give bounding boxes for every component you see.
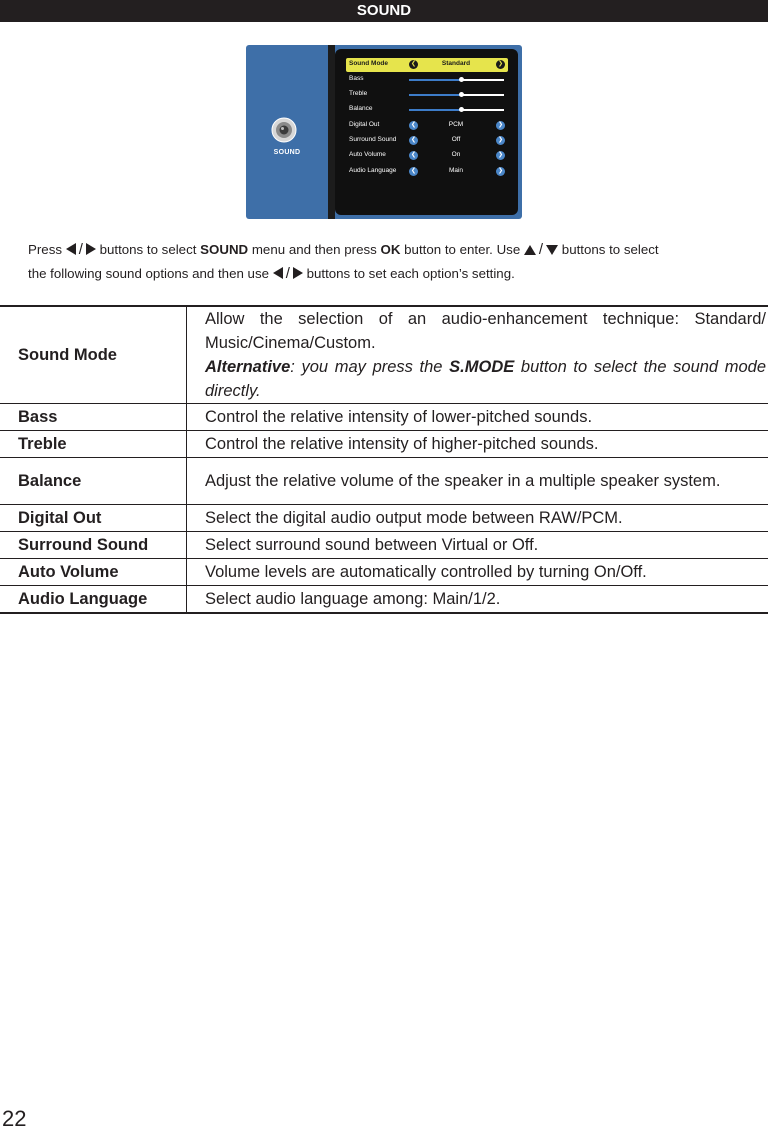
arrow-left-icon	[66, 243, 76, 255]
arrow-down-icon	[546, 245, 558, 255]
instruction-text: buttons to select	[99, 242, 197, 257]
menu-row-label: Auto Volume	[349, 151, 386, 158]
slider-knob[interactable]	[459, 107, 464, 112]
chevron-right-icon[interactable]: ❯	[497, 61, 504, 67]
sound-menu-screenshot	[246, 45, 522, 219]
table-row	[0, 586, 768, 614]
chevron-right-icon[interactable]: ❯	[497, 137, 504, 143]
menu-row-label: Bass	[349, 75, 364, 82]
menu-row-auto-volume[interactable]	[346, 149, 508, 163]
alternative-text: button to select the sound mode directly.	[205, 358, 767, 400]
slider-fill	[409, 79, 461, 81]
alternative-label: Alternative	[205, 358, 291, 376]
table-row	[0, 306, 768, 404]
slider-knob[interactable]	[459, 77, 464, 82]
chevron-left-icon[interactable]: ❮	[410, 122, 417, 128]
menu-row-label: Audio Language	[349, 167, 397, 174]
sound-settings-table	[0, 305, 768, 614]
menu-row-label: Digital Out	[349, 121, 380, 128]
menu-row-label: Balance	[349, 105, 373, 112]
balance-slider[interactable]	[409, 109, 504, 111]
arrow-left-icon	[273, 267, 283, 279]
menu-row-label: Sound Mode	[349, 60, 388, 67]
chevron-left-icon[interactable]: ❮	[410, 61, 417, 67]
menu-row-treble[interactable]	[346, 88, 508, 102]
menu-row-value: On	[451, 151, 461, 158]
chevron-right-icon[interactable]: ❯	[497, 168, 504, 174]
instruction-text: buttons to select	[561, 242, 659, 257]
arrow-up-icon	[524, 245, 536, 255]
setting-description: Select the digital audio output mode between RAW/PCM.	[187, 505, 768, 532]
instruction-text: the following sound options and then use	[28, 266, 269, 281]
arrow-right-icon	[293, 267, 303, 279]
slider-fill	[409, 109, 461, 111]
ok-keyword: OK	[380, 242, 401, 257]
setting-name: Auto Volume	[0, 559, 187, 586]
chevron-right-icon[interactable]: ❯	[497, 152, 504, 158]
setting-name: Digital Out	[0, 505, 187, 532]
menu-row-value: Standard	[441, 60, 471, 67]
setting-name: Treble	[0, 431, 187, 458]
instruction-text: button to enter. Use	[404, 242, 521, 257]
section-header: SOUND	[0, 0, 768, 22]
setting-description: Select audio language among: Main/1/2.	[187, 586, 768, 614]
setting-description: Volume levels are automatically controlled by turning On/Off.	[187, 559, 768, 586]
treble-slider[interactable]	[409, 94, 504, 96]
menu-divider	[328, 45, 335, 219]
instruction-text: buttons to set each option’s setting.	[306, 266, 515, 281]
setting-name: Bass	[0, 404, 187, 431]
menu-row-bass[interactable]	[346, 73, 508, 87]
menu-category-label: SOUND	[273, 149, 301, 156]
setting-description	[187, 306, 768, 404]
menu-row-value: PCM	[448, 121, 464, 128]
instruction-text: menu and then press	[251, 242, 377, 257]
setting-name: Sound Mode	[0, 306, 187, 404]
instruction-text: Press	[28, 242, 62, 257]
menu-row-surround-sound[interactable]	[346, 134, 508, 148]
arrow-right-icon	[86, 243, 96, 255]
alternative-note	[205, 358, 766, 400]
menu-row-value: Off	[451, 136, 461, 143]
menu-row-balance[interactable]	[346, 103, 508, 117]
menu-row-value: Main	[448, 167, 464, 174]
speaker-icon	[271, 117, 297, 143]
menu-row-digital-out[interactable]	[346, 119, 508, 133]
table-row	[0, 458, 768, 505]
sound-keyword: SOUND	[200, 242, 249, 257]
bass-slider[interactable]	[409, 79, 504, 81]
menu-row-audio-language[interactable]	[346, 165, 508, 179]
setting-description-text: Allow the selection of an audio-enhancement technique: Standard/ Music/Cinema/Custom.	[205, 310, 766, 352]
setting-description: Control the relative intensity of lower-pitched sounds.	[187, 404, 768, 431]
menu-row-label: Surround Sound	[349, 136, 397, 143]
setting-name: Audio Language	[0, 586, 187, 614]
table-row	[0, 404, 768, 431]
slash-separator: /	[538, 241, 544, 258]
setting-description: Select surround sound between Virtual or Off.	[187, 532, 768, 559]
slider-fill	[409, 94, 461, 96]
table-row	[0, 431, 768, 458]
slider-knob[interactable]	[459, 92, 464, 97]
menu-options-panel	[335, 49, 518, 215]
menu-row-sound-mode[interactable]	[346, 58, 508, 72]
slash-separator: /	[285, 265, 290, 282]
setting-description: Control the relative intensity of higher-pitched sounds.	[187, 431, 768, 458]
smode-button-label: S.MODE	[449, 358, 515, 376]
page-number: 22	[2, 1106, 27, 1131]
setting-name: Balance	[0, 458, 187, 505]
chevron-right-icon[interactable]: ❯	[497, 122, 504, 128]
setting-name: Surround Sound	[0, 532, 187, 559]
table-row	[0, 532, 768, 559]
slash-separator: /	[78, 241, 83, 258]
table-row	[0, 505, 768, 532]
chevron-left-icon[interactable]: ❮	[410, 168, 417, 174]
menu-category-panel	[246, 45, 328, 219]
alternative-text: : you may press the	[290, 358, 443, 376]
chevron-left-icon[interactable]: ❮	[410, 137, 417, 143]
table-row	[0, 559, 768, 586]
setting-description: Adjust the relative volume of the speaker in a multiple speaker system.	[187, 458, 768, 505]
menu-row-label: Treble	[349, 90, 368, 97]
chevron-left-icon[interactable]: ❮	[410, 152, 417, 158]
instructions-paragraph	[28, 238, 758, 286]
